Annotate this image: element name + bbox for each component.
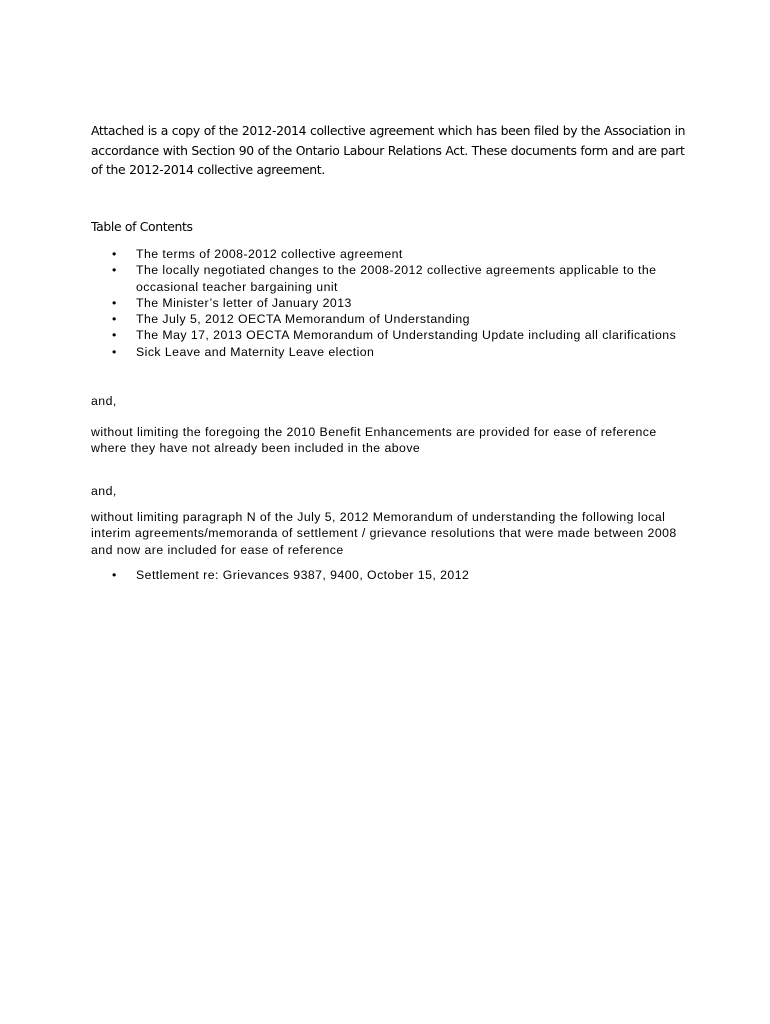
toc-item [91,295,691,311]
bullet-icon: • [112,568,117,582]
toc-item [91,246,691,262]
toc-item-text: The terms of 2008-2012 collective agreement [136,247,403,261]
toc-item [91,311,691,327]
settlement-item [91,567,691,583]
bullet-icon: • [112,247,117,261]
bullet-icon: • [112,344,117,359]
toc-item-text: The May 17, 2013 OECTA Memorandum of Understanding Update including all clarifications [136,328,677,343]
toc-item [91,344,691,360]
toc-item-text: The Minister’s letter of January 2013 [136,295,352,310]
toc-item-text: Sick Leave and Maternity Leave election [136,344,375,359]
toc-list [91,246,691,360]
settlement-list [91,567,691,583]
benefit-enhancements-paragraph: without limiting the foregoing the 2010 Benefit Enhancements are provided for ease of reference where they have not already been included in the above [91,425,657,456]
settlement-item-text: Settlement re: Grievances 9387, 9400, October 15, 2012 [136,568,470,582]
toc-item-text: The July 5, 2012 OECTA Memorandum of Understanding [136,312,470,327]
toc-heading: Table of Contents [91,219,193,234]
and-connector: and, [91,394,117,408]
toc-item-text: The locally negotiated changes to the 2008-2012 collective agreements applicable to the occasional teacher bargaining unit [136,263,657,294]
toc-item [91,327,691,343]
bullet-icon: • [112,295,117,310]
bullet-icon: • [112,263,117,278]
and-connector: and, [91,484,117,498]
bullet-icon: • [112,312,117,327]
toc-item [91,262,691,295]
interim-agreements-paragraph: without limiting paragraph N of the July 5, 2012 Memorandum of understanding the following local interim agreements/memoranda of settlement / grievance resolutions that were made between 2008 and now are included for ease of reference [91,510,677,557]
intro-paragraph: Attached is a copy of the 2012-2014 collective agreement which has been filed by the Association in accordance with Section 90 of the Ontario Labour Relations Act. These documents form and are part of the 2012-2014 collective agreement. [91,123,686,177]
bullet-icon: • [112,328,117,343]
